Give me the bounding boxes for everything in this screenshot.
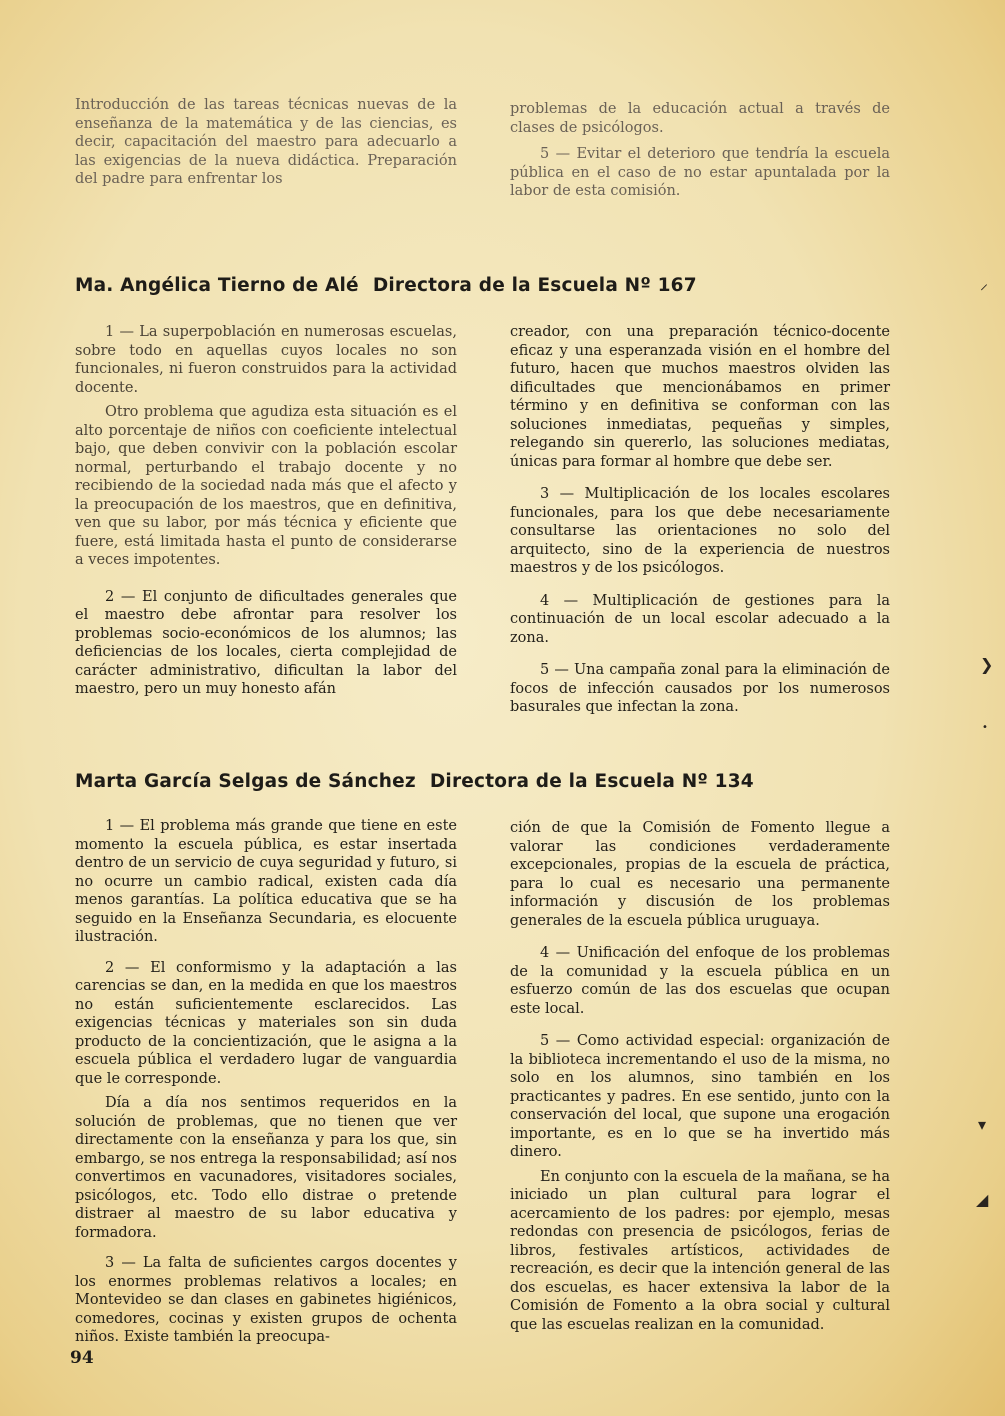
paragraph: 1 — La superpoblación en numerosas escuelas, sobre todo en aquellas cuyos locales no son funcionales, ni fueron construidos para la actividad docente. [75,324,457,396]
section1-left-column [75,323,457,713]
paragraph: Día a día nos sentimos requeridos en la solución de problemas, que no tienen que ver directamente con la enseñanza y para los que, sin embargo, se nos entrega la responsabilidad; así nos convertimos en vacunadores, visitadores sociales, psicólogos, etc. Todo ello distrae o pretende distraer al maestro de su labor educativa y formadora. [75,1095,457,1241]
paragraph: Otro problema que agudiza esta situación es el alto porcentaje de niños con coeficiente intelectual bajo, que deben convivir con la población escolar normal, perturbando el trabajo docente y no recibiendo de la sociedad nada más que el afecto y la preocupación de los maestros, que en definitiva, ven que su labor, por más técnica y eficiente que fuere, está limitada hasta el punto de considerarse a veces impotentes. [75,404,457,568]
section2-right-column [510,819,890,1348]
margin-speck: • [982,722,988,733]
author-name: Marta García Selgas de Sánchez [75,771,416,792]
paragraph: ción de que la Comisión de Fomento llegue a valorar las condiciones verdaderamente excepcionales, propias de la escuela de práctica, para lo cual es necesario una permanente información y discusión de los problemas generales de la escuela pública uruguaya. [510,820,890,929]
top-left-column [75,96,457,189]
section-heading-2 [75,771,754,792]
paragraph: 2 — El conjunto de dificultades generales que el maestro debe afrontar para resolver los problemas socio-económicos de los alumnos; las deficiencias de los locales, cierta complejidad de carácter administrativo, dificultan la labor del maestro, pero un muy honesto afán [75,588,457,697]
paragraph: problemas de la educación actual a través de clases de psicólogos. [510,101,890,136]
paragraph: 2 — El conformismo y la adaptación a las carencias se dan, en la medida en que los maestros no están suficientemente esclarecidos. Las exigencias técnicas y materiales son sin duda producto de la concientización, que le asigna a la escuela pública el verdadero lugar de vanguardia que le corresponde. [75,959,457,1087]
paragraph: En conjunto con la escuela de la mañana, se ha iniciado un plan cultural para lograr el acercamiento de los padres: por ejemplo, mesas redondas con presencia de psicólogos, ferias de libros, festivales artísticos, actividades de recreación, es decir que la intención general de las dos escuelas, es hacer extensiva la labor de la Comisión de Fomento a la obra social y cultural que las escuelas realizan en la comunidad. [510,1168,890,1333]
margin-speck: ⸝ [980,274,989,293]
section-heading-1 [75,275,697,296]
paragraph: creador, con una preparación técnico-docente eficaz y una esperanzada visión en el hombre del futuro, hacen que muchos maestros olviden las dificultades que mencionábamos en primer término y en definitiva se conforman con las soluciones inmediatas, pequeñas y simples, relegando sin quererlo, las soluciones mediatas, únicas para formar al hombre que debe ser. [510,324,890,470]
author-title: Directora de la Escuela Nº 134 [429,771,754,792]
section2-left-column [75,817,457,1361]
author-title: Directora de la Escuela Nº 167 [372,275,697,296]
paragraph: 3 — La falta de suficientes cargos docentes y los enormes problemas relativos a locales; en Montevideo se dan clases en gabinetes higiénicos, comedores, cocinas y existen grupos de ochenta niños. Existe también la preocupa- [75,1255,457,1345]
paragraph: 5 — Evitar el deterioro que tendría la escuela pública en el caso de no estar apuntalada por la labor de esta comisión. [510,146,890,199]
paragraph: 4 — Multiplicación de gestiones para la continuación de un local escolar adecuado a la zona. [510,592,890,646]
page-number: 94 [70,1348,94,1368]
paragraph: 5 — Como actividad especial: organización de la biblioteca incrementando el uso de la misma, no solo en los alumnos, sino también en los practicantes y padres. En ese sentido, junto con la conservación del local, que supone una erogación importante, es en lo que se ha invertido más dinero. [510,1033,890,1160]
section1-right-column [510,323,890,731]
paragraph: 1 — El problema más grande que tiene en este momento la escuela pública, es estar insertada dentro de un servicio de cuya seguridad y futuro, si no ocurre un cambio radical, existen cada día menos garantías. La política educativa que se ha seguido en la Enseñanza Secundaria, es elocuente ilustración. [75,818,457,945]
margin-speck: ❯ [980,655,994,674]
top-right-column [510,100,890,215]
margin-speck: ▾ [978,1115,987,1134]
paragraph: Introducción de las tareas técnicas nuevas de la enseñanza de la matemática y de las ciencias, es decir, capacitación del maestro para adecuarlo a las exigencias de la nueva didáctica. Preparación del padre para enfrentar los [75,97,457,187]
paragraph: 3 — Multiplicación de los locales escolares funcionales, para los que debe necesariamente consultarse las orientaciones no solo del arquitecto, sino de la experiencia de nuestros maestros y de los psicólogos. [510,486,890,576]
paragraph: 4 — Unificación del enfoque de los problemas de la comunidad y la escuela pública en un esfuerzo común de las dos escuelas que ocupan este local. [510,945,890,1017]
margin-speck: ◢ [976,1190,989,1209]
paragraph: 5 — Una campaña zonal para la eliminación de focos de infección causados por los numerosos basurales que infectan la zona. [510,662,890,715]
author-name: Ma. Angélica Tierno de Alé [75,275,359,296]
